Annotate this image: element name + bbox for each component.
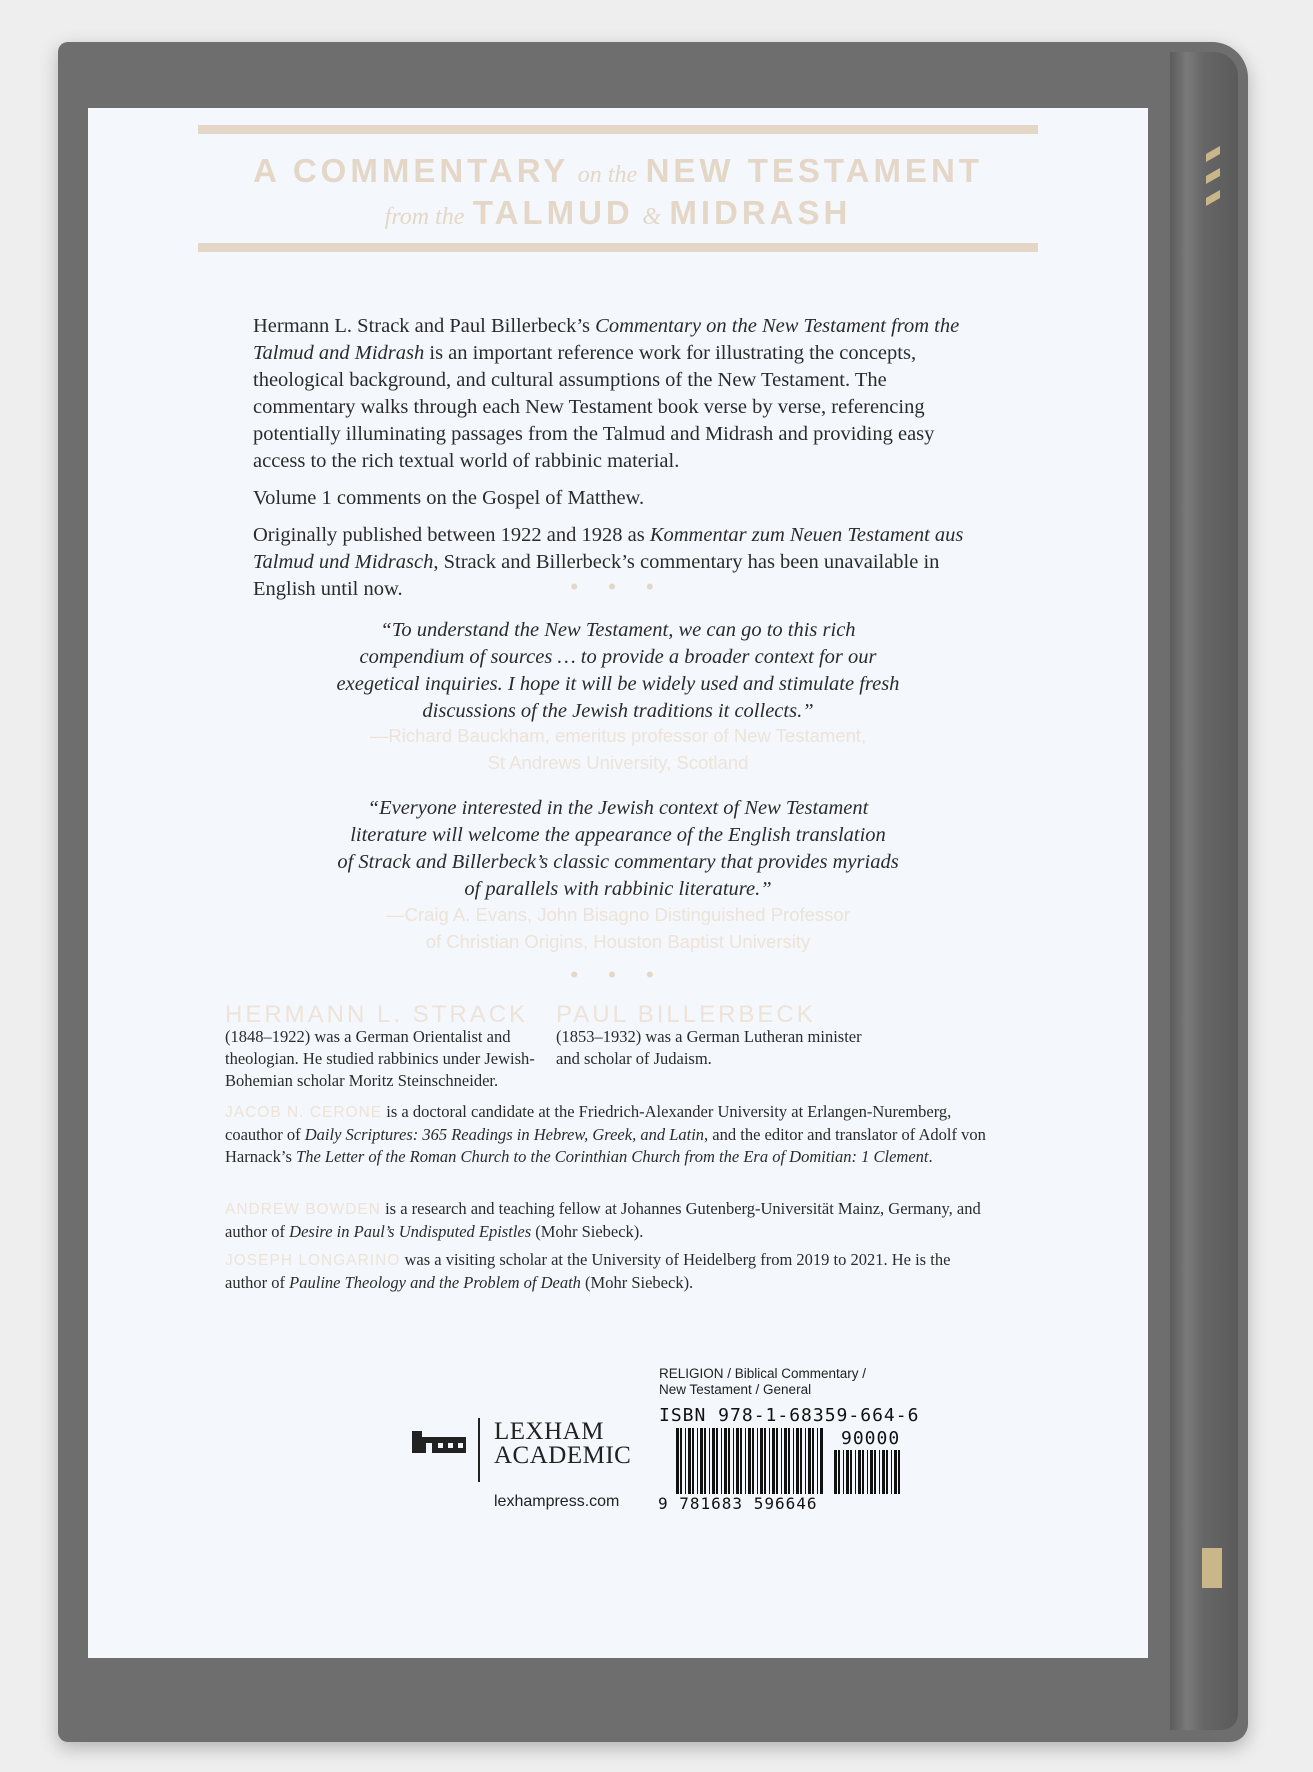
title-word: TALMUD <box>472 194 634 231</box>
barcode-bar <box>745 1428 746 1494</box>
barcode-bar <box>800 1428 802 1494</box>
barcode-bar <box>721 1428 722 1494</box>
barcode-bar <box>685 1428 686 1494</box>
barcode-bar <box>894 1450 897 1494</box>
barcode-bar <box>680 1428 682 1494</box>
category-line: New Testament / General <box>659 1382 812 1397</box>
barcode-bar <box>700 1428 703 1494</box>
barcode-bar <box>788 1428 790 1494</box>
contributor-name: JOSEPH LONGARINO <box>225 1252 401 1269</box>
barcode-bar <box>724 1428 727 1494</box>
book-spine <box>1170 52 1238 1730</box>
contributor-text: was a visiting scholar at the University of Heidelberg from 2019 to 2021. He is the author of <box>225 1250 951 1292</box>
barcode-bar <box>846 1450 849 1494</box>
bio-line: theologian. He studied rabbinics under Jewish- <box>225 1049 535 1068</box>
spine-logo-icon <box>1202 1548 1222 1588</box>
title-line-2 <box>88 194 1148 232</box>
barcode-bar <box>808 1428 811 1494</box>
barcode-bar <box>760 1428 763 1494</box>
contributor-text: , and the editor and translator of Adolf von Harnack’s <box>225 1125 986 1166</box>
barcode-bar <box>817 1428 818 1494</box>
work-title-italic: Desire in Paul’s Undisputed Epistles <box>289 1222 532 1241</box>
description-text: Originally published between 1922 and 1928 as <box>253 524 650 546</box>
barcode-bar <box>898 1450 900 1494</box>
author-name: HERMANN L. STRACK <box>225 1001 529 1028</box>
contributor-name: JACOB N. CERONE <box>225 1104 383 1121</box>
barcode-bar <box>862 1450 864 1494</box>
attribution-line: of Christian Origins, Houston Baptist University <box>425 931 811 952</box>
barcode-bar <box>867 1450 868 1494</box>
barcode-bar <box>855 1450 856 1494</box>
barcode-bar <box>838 1450 840 1494</box>
title-line-1 <box>88 152 1148 190</box>
ean-digits: 9 781683 596646 <box>658 1494 818 1513</box>
barcode-bar <box>850 1450 852 1494</box>
description-paragraph: Volume 1 comments on the Gospel of Matthew. <box>253 487 645 509</box>
quote-line: discussions of the Jewish traditions it collects.” <box>422 700 814 722</box>
barcode-bar <box>752 1428 754 1494</box>
book-title-italic: Commentary on the New Testament from the Talmud and Midrash <box>253 315 960 364</box>
endorsement-quote <box>238 617 998 725</box>
barcode-bar <box>757 1428 758 1494</box>
endorsement-quote <box>238 795 998 903</box>
bio-line: Bohemian scholar Moritz Steinschneider. <box>225 1071 499 1090</box>
separator-dots: • • • <box>570 962 666 987</box>
contributor-text: is a doctoral candidate at the Friedrich-Alexander University at Erlangen-Nuremberg, coauthor of <box>225 1102 952 1144</box>
separator-dots: • • • <box>570 574 666 599</box>
attribution-line: St Andrews University, Scotland <box>487 752 749 773</box>
barcode-bar <box>820 1428 823 1494</box>
title-connector: on the <box>577 162 638 188</box>
barcode-bar <box>697 1428 698 1494</box>
barcode-bar <box>812 1428 814 1494</box>
barcode-bar <box>712 1428 715 1494</box>
title-word: MIDRASH <box>669 194 852 231</box>
quote-line: compendium of sources … to provide a broader context for our <box>359 646 877 668</box>
publisher-name <box>494 1420 631 1468</box>
work-title-italic: Daily Scriptures: 365 Readings in Hebrew, Greek, and Latin <box>304 1125 705 1144</box>
publisher-divider <box>478 1418 480 1482</box>
barcode-bar <box>879 1450 880 1494</box>
description-text: , Strack and Billerbeck’s commentary has been unavailable in English until now. <box>253 551 940 600</box>
barcode-bar <box>843 1450 844 1494</box>
barcode-bar <box>709 1428 710 1494</box>
barcode-bar <box>740 1428 742 1494</box>
quote-line: literature will welcome the appearance of the English translation <box>350 824 886 846</box>
endorsement-attribution <box>238 901 998 955</box>
barcode-bar <box>748 1428 751 1494</box>
barcode-bar <box>772 1428 775 1494</box>
quote-line: of parallels with rabbinic literature.” <box>464 878 772 900</box>
title-rule-bottom <box>198 243 1038 252</box>
barcode-bar <box>793 1428 794 1494</box>
price-code: 90000 <box>841 1428 901 1449</box>
contributor-bio <box>225 1101 995 1168</box>
barcode-bar <box>769 1428 770 1494</box>
author-bio <box>225 1026 545 1092</box>
barcode-bar <box>728 1428 730 1494</box>
subject-category <box>659 1366 899 1398</box>
barcode-bar <box>784 1428 787 1494</box>
publisher-name-line: ACADEMIC <box>494 1442 632 1469</box>
bio-line: (1848–1922) was a German Orientalist and <box>225 1027 511 1046</box>
work-title-italic: Pauline Theology and the Problem of Death <box>289 1273 581 1292</box>
bio-line: (1853–1932) was a German Lutheran minister <box>556 1027 862 1046</box>
barcode-bar <box>716 1428 718 1494</box>
barcode-bar <box>688 1428 691 1494</box>
title-word: NEW TESTAMENT <box>645 152 983 189</box>
contributor-text: is a research and teaching fellow at Johannes Gutenberg-Universität Mainz, Germany, and author of <box>225 1199 981 1241</box>
barcode-bar <box>834 1450 837 1494</box>
barcode-bar <box>692 1428 694 1494</box>
barcode-bar <box>796 1428 799 1494</box>
contributor-text: (Mohr Siebeck). <box>580 1273 694 1292</box>
barcode-bar <box>736 1428 739 1494</box>
barcode-bar <box>858 1450 861 1494</box>
attribution-line: —Richard Bauckham, emeritus professor of New Testament, <box>369 725 867 746</box>
barcode-bar <box>870 1450 873 1494</box>
title-connector: from the <box>384 204 465 230</box>
author-bio <box>556 1026 876 1070</box>
publisher-name-line: LEXHAM <box>494 1418 604 1445</box>
barcode-bar <box>891 1450 892 1494</box>
barcode-bar <box>676 1428 679 1494</box>
category-line: RELIGION / Biblical Commentary / <box>659 1366 867 1381</box>
description-text: is an important reference work for illustrating the concepts, theological background, and cultural assumptions of the New Testament. The commentary walks through each New Testament book verse by verse, referencing potentially illuminating passages from the Talmud and Midrash and providing easy access to the rich textual world of rabbinic material. <box>253 342 935 472</box>
quote-line: of Strack and Billerbeck’s classic commentary that provides myriads <box>337 851 899 873</box>
bio-line: and scholar of Judaism. <box>556 1049 712 1068</box>
title-ampersand: & <box>642 204 661 230</box>
contributor-bio <box>225 1249 995 1294</box>
title-rule-top <box>198 125 1038 134</box>
description <box>253 313 973 613</box>
barcode-bar <box>781 1428 782 1494</box>
barcode-bar <box>704 1428 706 1494</box>
publisher-logo-icon <box>412 1425 468 1453</box>
barcode-bar <box>874 1450 876 1494</box>
isbn-text: ISBN 978-1-68359-664-6 <box>659 1405 920 1426</box>
barcode-bar <box>733 1428 734 1494</box>
barcode-bar <box>882 1450 885 1494</box>
barcode <box>676 1428 824 1494</box>
contributor-bio <box>225 1198 995 1243</box>
barcode-bar <box>776 1428 778 1494</box>
description-text: Hermann L. Strack and Paul Billerbeck’s <box>253 315 596 337</box>
contributor-text: (Mohr Siebeck). <box>531 1222 644 1241</box>
publisher-url[interactable]: lexhampress.com <box>494 1493 620 1510</box>
barcode-bar <box>805 1428 806 1494</box>
barcode-bar <box>886 1450 888 1494</box>
title-word: A COMMENTARY <box>253 152 570 189</box>
attribution-line: —Craig A. Evans, John Bisagno Distinguished Professor <box>386 904 850 925</box>
work-title-italic: The Letter of the Roman Church to the Corinthian Church from the Era of Domitian: 1 Clement <box>296 1147 929 1166</box>
barcode-bar <box>764 1428 766 1494</box>
contributor-text: . <box>928 1147 933 1166</box>
barcode-addon <box>834 1450 902 1494</box>
quote-line: exegetical inquiries. I hope it will be widely used and stimulate fresh <box>336 673 900 695</box>
description-paragraph <box>253 313 973 475</box>
contributor-name: ANDREW BOWDEN <box>225 1201 381 1218</box>
quote-line: “Everyone interested in the Jewish context of New Testament <box>367 797 869 819</box>
quote-line: “To understand the New Testament, we can go to this rich <box>380 619 856 641</box>
author-name: PAUL BILLERBECK <box>556 1001 816 1028</box>
book-title-italic: Kommentar zum Neuen Testament aus Talmud und Midrasch <box>253 524 964 573</box>
endorsement-attribution <box>238 722 998 776</box>
